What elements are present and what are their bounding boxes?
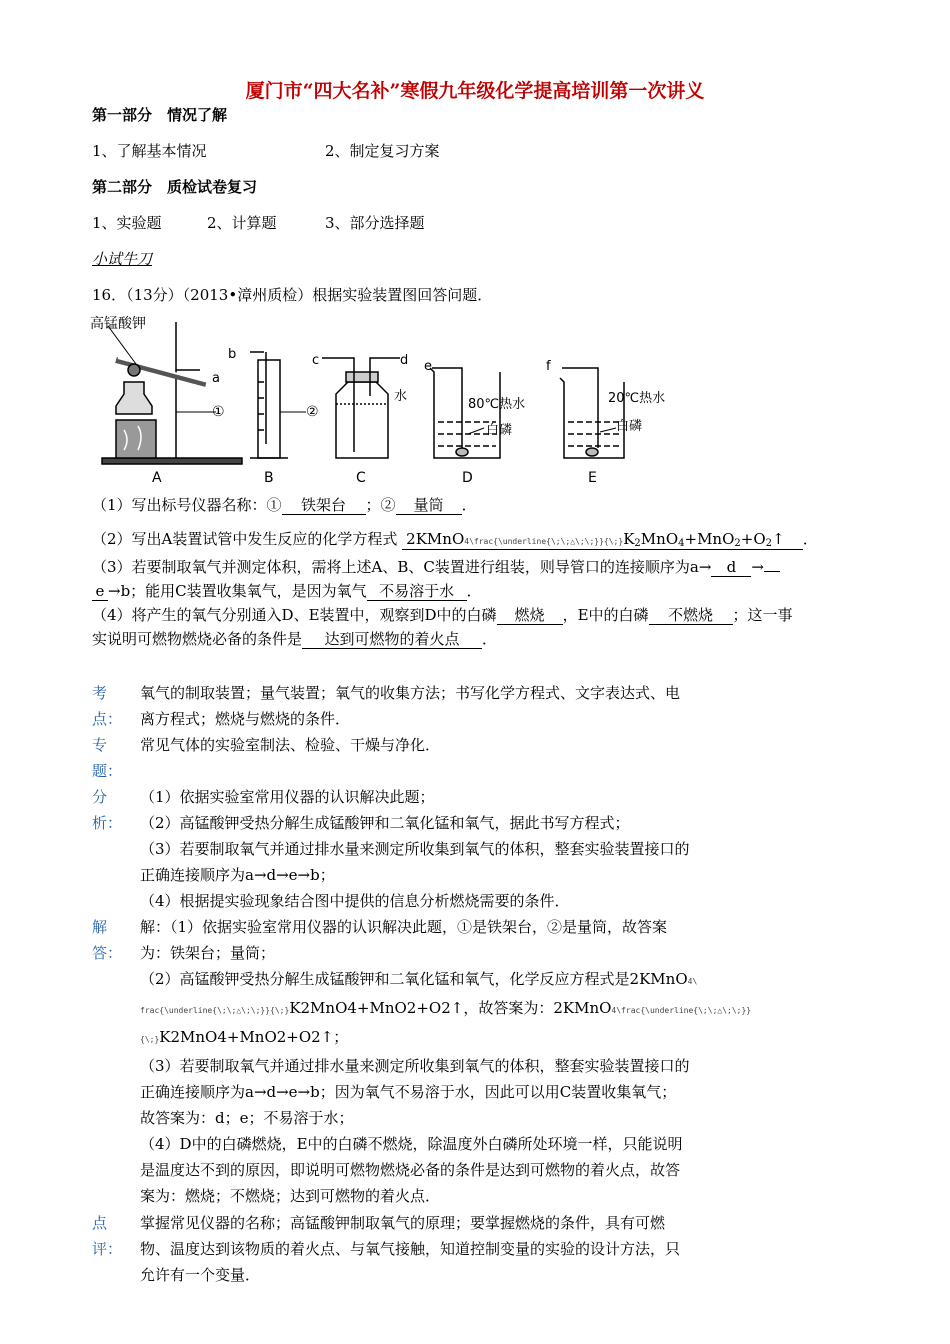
q2-eq-part: ↑ [772, 530, 785, 548]
part1-item-2: 2、制定复习方案 [325, 142, 440, 160]
q4-mid: ，E中的白磷 [562, 606, 649, 624]
label-char: 答： [92, 944, 123, 962]
reagent-label: 高锰酸钾 [90, 316, 146, 332]
q3-mid: →b；能用C装置收集氧气，是因为氧气 [108, 582, 367, 600]
text-line [140, 1024, 760, 1053]
q4-answer-2: 不燃烧 [649, 607, 733, 625]
apparatus-c [322, 358, 400, 458]
q3-answer-1: d [711, 559, 751, 577]
q1-mid: ；② [365, 496, 396, 514]
text-line: 故答案为：d；e；不易溶于水； [140, 1109, 354, 1127]
part1-heading: 第一部分 情况了解 [92, 106, 228, 124]
q4-line2-prefix: 实说明可燃物燃烧必备的条件是 [92, 630, 303, 648]
label-char: 考 [92, 684, 108, 702]
q1-line [92, 494, 477, 515]
q3-blank-tail [764, 571, 780, 572]
section-label: 小试牛刀 [92, 250, 153, 268]
text-line: 正确连接顺序为a→d→e→b；因为氧气不易溶于水，因此可以用C装置收集氧气； [140, 1083, 677, 1101]
apparatus-b [250, 352, 306, 458]
text-span: （2）高锰酸钾受热分解生成锰酸钾和二氧化锰和氧气，化学反应方程式是2KMnO [140, 970, 688, 988]
fenxi-text [140, 784, 760, 914]
q3-answer-2: e [92, 583, 108, 601]
text-line: 离方程式；燃烧与燃烧的条件． [140, 710, 351, 728]
label-char: 专 [92, 736, 108, 754]
jieda-text [140, 914, 760, 1209]
q4-line-1 [92, 604, 793, 625]
kaodian-label [92, 680, 122, 732]
q3-arrow: → [751, 558, 764, 576]
label-phosphorus-d: 白磷 [486, 423, 513, 438]
kaodian-text [140, 680, 760, 732]
code-span: 4\ [687, 977, 698, 986]
q3-prefix: （3）若要制取氧气并测定体积，需将上述A、B、C装置进行组装，则导管口的连接顺序为a→ [92, 558, 712, 576]
q2-answer: $2KMnO4\backslash frac\{\backslash underline\{\backslash;\backslash;\triangle\backslash;\backslash;\}\}\{\backslash;\}K_2MnO_4+MnO_2+O_2↑$ [402, 530, 803, 550]
q1-answer-1: 铁架台 [282, 497, 366, 515]
code-span: {\;} [140, 1035, 160, 1044]
text-line [140, 995, 760, 1024]
label-phosphorus-e: 白磷 [616, 419, 643, 434]
caption-a: A [152, 470, 162, 486]
text-line: （3）若要制取氧气并通过排水量来测定所收集到氧气的体积，整套实验装置接口的 [140, 840, 690, 858]
label-char: 析： [92, 814, 123, 832]
text-line [140, 966, 760, 995]
part2-item-2: 2、计算题 [207, 214, 277, 232]
q4-line-2 [92, 628, 497, 649]
q3-end: ． [466, 582, 482, 600]
text-line: （2）高锰酸钾受热分解生成锰酸钾和二氧化锰和氧气，据此书写方程式； [140, 814, 630, 832]
text-line: 案为：燃烧；不燃烧；达到可燃物的着火点． [140, 1187, 441, 1205]
caption-d: D [462, 470, 473, 486]
q4-answer-1: 燃烧 [497, 607, 563, 625]
dianping-label [92, 1210, 122, 1262]
label-f: f [546, 359, 551, 374]
zhuanti-label [92, 732, 122, 784]
q2-eq-part: +O [740, 530, 766, 548]
label-d: d [400, 353, 409, 368]
label-e: e [424, 359, 432, 374]
q2-eq-part: 2KMnO [406, 530, 465, 548]
jieda-label [92, 914, 122, 966]
caption-e: E [588, 470, 597, 486]
label-b: b [228, 347, 237, 362]
fenxi-label [92, 784, 122, 836]
text-line: 正确连接顺序为a→d→e→b； [140, 866, 335, 884]
label-hot-water: 80℃热水 [468, 397, 526, 412]
part1-item-1: 1、了解基本情况 [92, 142, 207, 160]
page-title: 厦门市“四大名补”寒假九年级化学提高培训第一次讲义 [245, 80, 705, 102]
label-char: 题： [92, 762, 123, 780]
q1-prefix: （1）写出标号仪器名称：① [92, 496, 282, 514]
text-line: 是温度达不到的原因，即说明可燃物燃烧必备的条件是达到可燃物的着火点，故答 [140, 1161, 681, 1179]
text-line: （4）D中的白磷燃烧，E中的白磷不燃烧，除温度外白磷所处环境一样，只能说明 [140, 1135, 683, 1153]
q2-eq-code: 4\frac{\underline{\;\;△\;\;}}{\;} [464, 537, 624, 546]
q3-line-1 [92, 556, 780, 577]
text-line: 氧气的制取装置；量气装置；氧气的收集方法；书写化学方程式、文字表达式、电 [140, 684, 681, 702]
q4-end: ；这一事 [732, 606, 793, 624]
apparatus-e [560, 368, 624, 458]
text-line: 物、温度达到该物质的着火点、与氧气接触，知道控制变量的实验的设计方法，只 [140, 1240, 681, 1258]
q1-answer-2: 量筒 [396, 497, 462, 515]
label-a: a [212, 371, 220, 386]
label-char: 点： [92, 710, 123, 728]
caption-b: B [264, 470, 274, 486]
apparatus-a [102, 322, 242, 464]
label-n2: ② [306, 404, 319, 420]
text-span: K2MnO4+MnO2+O2↑ [289, 999, 464, 1017]
q1-end: ． [461, 496, 477, 514]
text-line: （3）若要制取氧气并通过排水量来测定所收集到氧气的体积，整套实验装置接口的 [140, 1057, 690, 1075]
question-stem: 16．（13分）（2013•漳州质检）根据实验装置图回答问题． [92, 286, 493, 304]
apparatus-d [430, 368, 500, 458]
text-line: 为：铁架台；量筒； [140, 944, 276, 962]
part2-heading: 第二部分 质检试卷复习 [92, 178, 258, 196]
q2-line [92, 528, 818, 550]
q2-end: ． [802, 530, 818, 548]
code-span: 4\frac{\underline{\;\;△\;\;}} [611, 1006, 752, 1015]
part2-item-3: 3、部分选择题 [325, 214, 425, 232]
text-span: ，故答案为：2KMnO [463, 999, 612, 1017]
q2-prefix: （2）写出A装置试管中发生反应的化学方程式 [92, 530, 398, 548]
text-line: （4）根据提实验现象结合图中提供的信息分析燃烧需要的条件． [140, 892, 570, 910]
text-span: K2MnO4+MnO2+O2↑； [159, 1028, 349, 1046]
label-c: c [312, 353, 320, 368]
dianping-text [140, 1210, 760, 1288]
text-line: 允许有一个变量． [140, 1266, 261, 1284]
label-n1: ① [212, 404, 225, 420]
label-cold-water: 20℃热水 [608, 391, 666, 406]
caption-c: C [356, 470, 366, 486]
label-water: 水 [394, 389, 408, 404]
label-char: 分 [92, 788, 108, 806]
code-span: frac{\underline{\;\;△\;\;}}{\;} [140, 1006, 290, 1015]
text-line: 解：（1）依据实验室常用仪器的认识解决此题，①是铁架台，②是量筒，故答案 [140, 918, 668, 936]
q2-eq-part: MnO [640, 530, 679, 548]
q4-line2-end: ． [482, 630, 498, 648]
apparatus-figure [88, 312, 708, 492]
label-char: 评： [92, 1240, 123, 1258]
q2-eq-part: +MnO [684, 530, 735, 548]
q4-answer-3: 达到可燃物的着火点 [302, 631, 482, 649]
text-line: 常见气体的实验室制法、检验、干燥与净化． [140, 736, 441, 754]
q2-eq-part: K [623, 530, 635, 548]
text-line: （1）依据实验室常用仪器的认识解决此题； [140, 788, 435, 806]
q3-line-2 [92, 580, 482, 601]
label-char: 点 [92, 1214, 108, 1232]
text-line: 掌握常见仪器的名称；高锰酸钾制取氧气的原理；要掌握燃烧的条件，具有可燃 [140, 1214, 666, 1232]
q3-answer-3: 不易溶于水 [367, 583, 467, 601]
part2-item-1: 1、实验题 [92, 214, 162, 232]
label-char: 解 [92, 918, 108, 936]
zhuanti-text [140, 732, 760, 758]
q4-prefix: （4）将产生的氧气分别通入D、E装置中，观察到D中的白磷 [92, 606, 497, 624]
